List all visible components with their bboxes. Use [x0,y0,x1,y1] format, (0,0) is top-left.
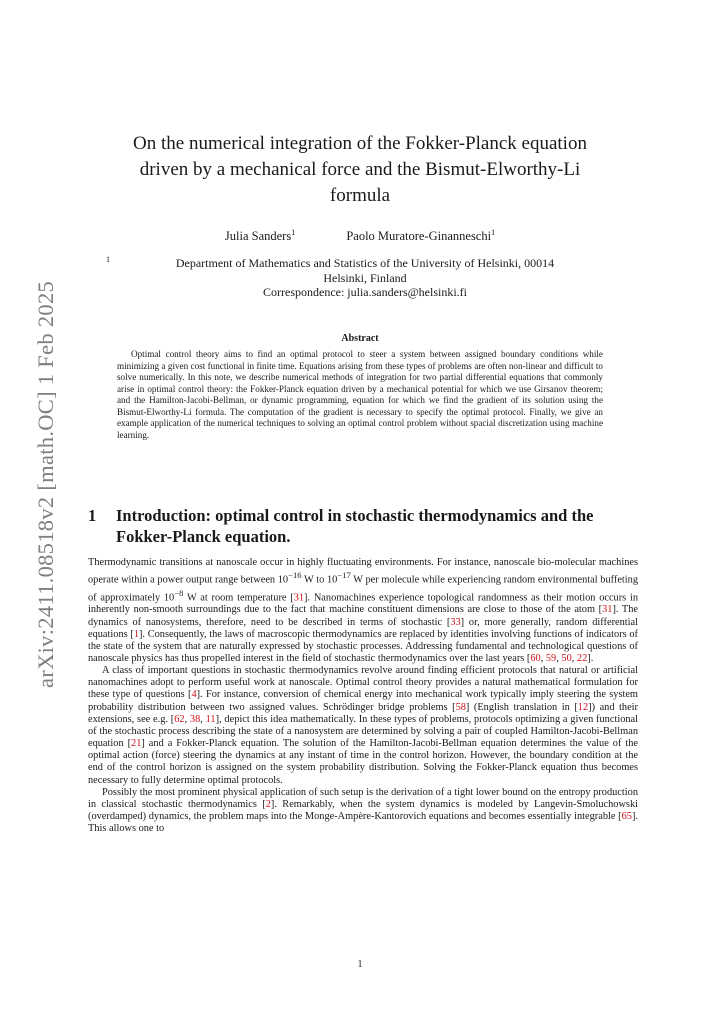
abstract-heading: Abstract [341,333,379,344]
citation-link[interactable]: 65 [621,811,632,822]
text-run: ] and a Fokker-Planck equation. The solution of the Hamilton-Jacobi-Bellman equation determines the value of the optimal action (force) steering the dynamics at any instant of time in the control horizon. However, the boundary condition at the end of the control horizon is assigned on the system probability distribution. Solving the Fokker-Planck equation thus becomes necessary to fully determine optimal protocols. [88,738,639,786]
page-number: 1 [357,959,363,970]
text-run: Possibly the most prominent physical application of such setup is the derivation of a tight lower bound on the entropy production in classical stochastic thermodynamics [ [88,786,638,810]
text-run: ]. Remarkably, when the system dynamics is modeled by Langevin-Smoluchowski (overdamped) dynamics, the problem maps into the Monge-Ampère-Kantorovich equations and becomes essentially integrable [ [88,798,638,822]
section-heading [88,505,638,547]
citation-link[interactable]: 22 [576,652,588,664]
author-affiliation-mark: 1 [291,228,296,237]
citation-link[interactable]: 38 [189,713,201,725]
text-run: , [540,652,546,664]
paragraph-2 [88,665,638,787]
author-list [90,228,630,244]
body-text [88,557,638,835]
citation-link[interactable]: 11 [205,713,216,725]
text-run: ]. For instance, conversion of chemical energy into mechanical work typically imply steering the system probability distribution between two assigned values. Schrödinger bridge problems [ [88,689,638,713]
exponent: −8 [174,587,184,598]
citation-link[interactable]: 60 [530,652,541,664]
text-run: A class of important questions in stochastic thermodynamics revolve around finding efficient protocols that natural or artificial nanomachines adopt to perform useful work at nanoscale. Optimal control theory provides a natural mathematical formulation for these type of questions [ [88,665,638,701]
paragraph-1 [88,557,638,665]
paragraph-3 [88,787,638,836]
arxiv-identifier: arXiv:2411.08518v2 [math.OC] 1 Feb 2025 [33,280,58,688]
title-line: driven by a mechanical force and the Bismut-Elworthy-Li [139,159,581,180]
affiliation-line: Helsinki, Finland [323,270,407,285]
text-run: ]. This allows one to [88,811,638,835]
author-affiliation-mark: 1 [491,228,496,237]
text-run: ]. [587,652,594,664]
title-line: formula [329,185,391,206]
title-line: On the numerical integration of the Fokker-Planck equation [133,133,587,154]
affiliation-line: Department of Mathematics and Statistics of the University of Helsinki, 00014 [175,256,555,270]
citation-link[interactable]: 59 [545,652,557,664]
section-title: Introduction: optimal control in stochastic thermodynamics and the Fokker-Planck equation. [116,506,594,546]
author-name: Julia Sanders [224,229,292,244]
text-run: W to 10 [301,574,338,586]
affiliation-mark: 1 [106,255,110,264]
section-number: 1 [88,506,97,525]
text-run: , [184,713,190,725]
text-run: , [571,652,577,664]
citation-link[interactable]: 1 [133,628,139,640]
text-run: Thermodynamic transitions at nanoscale occur in highly fluctuating environments. For instance, nanoscale bio-molecular machines operate within a power output range between 10 [88,557,638,586]
citation-link[interactable]: 31 [293,592,305,604]
exponent: −16 [288,570,302,581]
abstract-text: Optimal control theory aims to find an optimal protocol to steer a system between assigned boundary conditions while minimizing a given cost functional in finite time. Equations arising from these types of problems are often non-linear and difficult to solve numerically. In this note, we describe numerical methods of integration for two partial differential equations that commonly arise in optimal control theory: the Fokker-Planck equation driven by a mechanical potential for which we use Girsanov theorem; and the Hamilton-Jacobi-Bellman, or dynamic programming, equation for which we find the gradient of its solution using the Bismut-Elworthy-Li formula. The computation of the gradient is necessary to specify the optimal protocol. Finally, we give an example application of the numerical techniques to solving an optimal control problem without spacial discretization using machine learning. [117,349,603,440]
citation-link[interactable]: 62 [174,713,185,725]
text-run: ] (English translation in [ [465,701,578,713]
text-run: ]) and their extensions, see e.g. [ [88,701,639,725]
text-run: ], depict this idea mathematically. In these types of problems, protocols optimizing a given functional of the stochastic process describing the state of a nanosystem are determined by solving a pair of coupled Hamilton-Jacobi-Bellman equation [ [88,713,638,750]
correspondence-line: Correspondence: julia.sanders@helsinki.fi [263,285,467,299]
affiliation [100,256,630,300]
author-name: Paolo Muratore-Ginanneschi [346,229,492,244]
citation-link[interactable]: 31 [602,604,613,616]
citation-link[interactable]: 21 [131,738,142,750]
author [346,228,495,244]
text-run: ]. Consequently, the laws of macroscopic thermodynamics are replaced by identities involving functions of indicators of the state of the system that are naturally expressed by stochastic processes. Addressing fundamental and technological questions of nanoscale physics has thus propelled interest in the field of stochastic thermodynamics over the last years [ [88,628,638,664]
paper-title [90,131,630,209]
citation-link[interactable]: 12 [577,701,589,713]
arxiv-sidebar [0,0,80,1019]
citation-link[interactable]: 50 [561,652,572,664]
text-run: ] or, more generally, random differential equations [ [88,616,638,640]
citation-link[interactable]: 33 [450,616,461,628]
text-run: ]. Nanomachines experience topological randomness as their motion occurs in inherently non-smooth surroundings due to the fact that machine constituent dimensions are close to those of the atom [ [88,592,638,616]
citation-link[interactable]: 4 [191,689,197,701]
citation-link[interactable]: 58 [455,701,466,713]
exponent: −17 [337,570,351,581]
author [225,228,295,244]
text-run: W per molecule while experiencing random environmental buffeting of approximately 10 [88,574,638,604]
text-run: , [556,652,562,664]
citation-link[interactable]: 2 [265,798,271,810]
text-run: W at room temperature [ [183,592,294,604]
text-run: ]. The dynamics of nanosystems, therefore, need to be described in terms of stochastic [ [88,604,638,628]
text-run: , [200,713,206,725]
